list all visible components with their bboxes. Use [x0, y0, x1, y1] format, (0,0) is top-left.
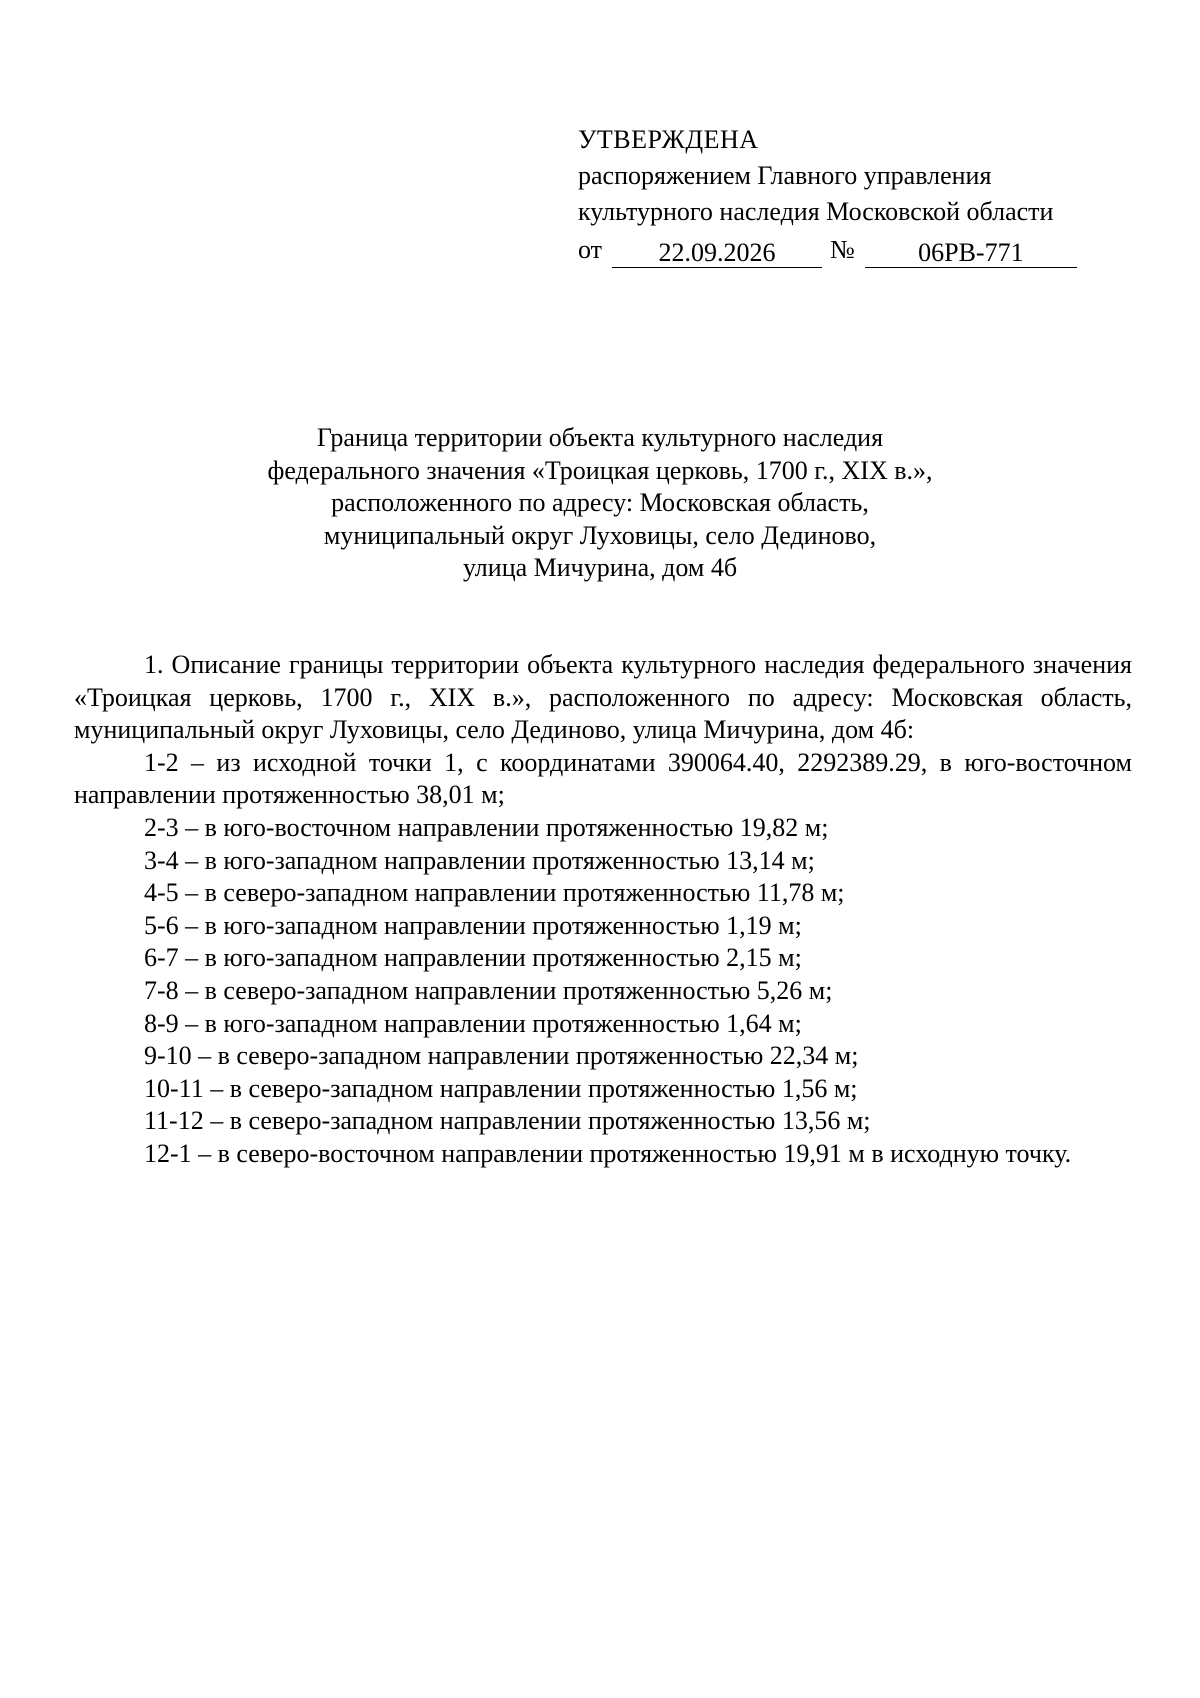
- segment-paragraph: 9-10 – в северо-западном направлении протяженностью 22,34 м;: [144, 1041, 859, 1071]
- approval-title: УТВЕРЖДЕНА: [578, 125, 759, 154]
- segment-paragraph: 7-8 – в северо-западном направлении протяженностью 5,26 м;: [144, 975, 833, 1005]
- segment-paragraph: 5-6 – в юго-западном направлении протяженностью 1,19 м;: [144, 910, 802, 940]
- approval-line-2: культурного наследия Московской области: [578, 197, 1054, 226]
- segment-paragraph: 6-7 – в юго-западном направлении протяженностью 2,15 м;: [144, 943, 802, 973]
- title-line-1: Граница территории объекта культурного наследия: [316, 423, 884, 452]
- title-line-5: улица Мичурина, дом 4б: [462, 553, 738, 582]
- segment-paragraph: 10-11 – в северо-западном направлении протяженностью 1,56 м;: [144, 1073, 858, 1103]
- from-label: от: [578, 235, 603, 264]
- title-line-3: расположенного по адресу: Московская область,: [331, 488, 869, 517]
- segment-paragraph: 3-4 – в юго-западном направлении протяженностью 13,14 м;: [144, 845, 815, 875]
- approval-number: 06РВ-771: [865, 239, 1077, 268]
- approval-date: 22.09.2026: [612, 239, 822, 268]
- segment-paragraph: 1-2 – из исходной точки 1, с координатами 390064.40, 2292389.29, в юго-восточном направлении протяженностью 38,01 м;: [74, 747, 1132, 810]
- segment-paragraph: 8-9 – в юго-западном направлении протяженностью 1,64 м;: [144, 1008, 802, 1038]
- segment-paragraph: 2-3 – в юго-восточном направлении протяженностью 19,82 м;: [144, 812, 829, 842]
- segment-paragraph: 4-5 – в северо-западном направлении протяженностью 11,78 м;: [144, 878, 845, 908]
- title-line-4: муниципальный округ Луховицы, село Дединово,: [323, 520, 877, 550]
- approval-line-1: распоряжением Главного управления: [578, 161, 992, 190]
- segment-paragraph: 12-1 – в северо-восточном направлении протяженностью 19,91 м в исходную точку.: [144, 1138, 1072, 1168]
- approval-meta-line: [578, 230, 1098, 268]
- document-title: [150, 422, 1050, 585]
- segment-paragraph: 11-12 – в северо-западном направлении протяженностью 13,56 м;: [144, 1106, 871, 1136]
- number-label: №: [830, 235, 855, 264]
- boundary-description: [74, 649, 1132, 1171]
- title-line-2: федерального значения «Троицкая церковь, 1700 г., XIX в.»,: [267, 455, 933, 485]
- approval-block: [578, 122, 1098, 268]
- description-intro: 1. Описание границы территории объекта культурного наследия федерального значения «Троицкая церковь, 1700 г., XIX в.», расположенного по адресу: Московская область, муниципальный округ Луховицы, село Дединово, улица Мичурина, дом 4б:: [74, 650, 1132, 745]
